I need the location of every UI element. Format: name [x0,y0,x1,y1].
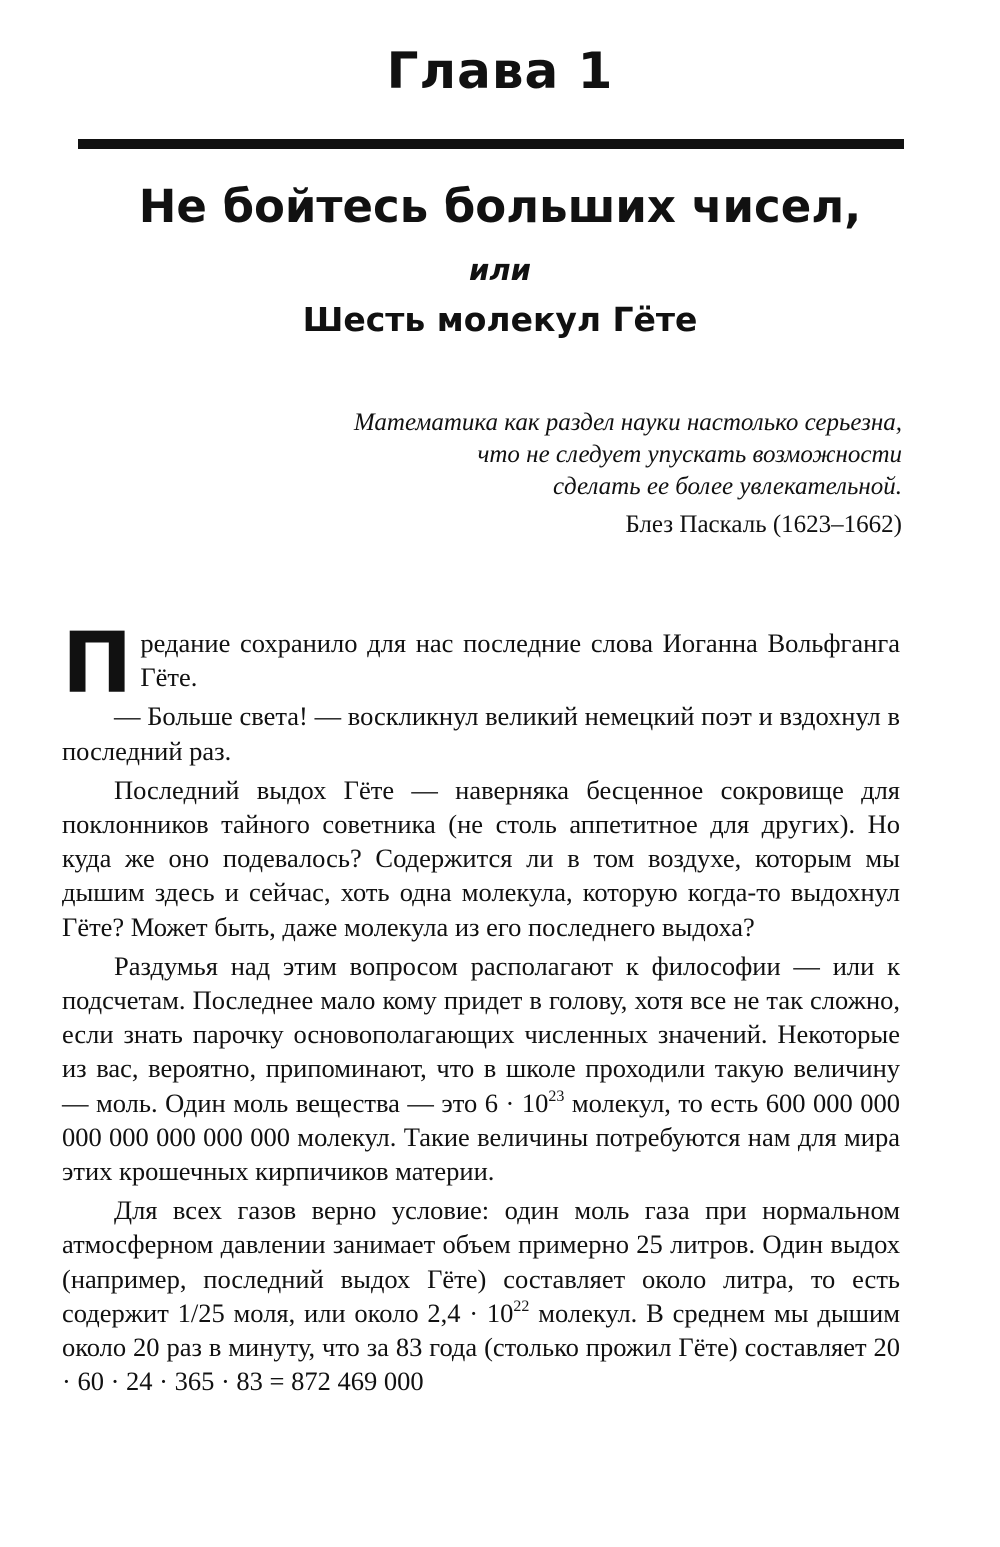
chapter-title: Не бойтесь больших чисел, [138,180,862,233]
paragraph: Последний выдох Гёте — наверняка бесценное сокровище для поклонников тайного советника (не столь аппетитное для других). Но куда же оно подевалось? Содержится ли в том воздухе, которым мы дышим здесь и сейчас, хоть одна молекула, которую когда-то выдохнул Гёте? Может быть, даже молекула из его последнего выдоха? [62,774,900,942]
epigraph-line: Математика как раздел науки настолько серьезна, [353,409,902,436]
paragraph: — Больше света! — воскликнул великий немецкий поэт и вздохнул в последний раз. [62,701,900,766]
chapter-title-or: или [469,253,531,287]
epigraph-line: сделать ее более увлекательной. [552,473,902,500]
paragraph-text: редание сохранило для нас последние слова Иоганна Вольфганга Гёте. [140,628,900,693]
exponent: 22 [513,1297,530,1315]
paragraph-text: Для всех газов верно условие: один моль газа при нормальном атмосферном давлении занимает объем примерно 25 литров. Один выдох (например, последний выдох Гёте) составляет около литра, то есть содержит 1/25 моля, или около 2,4 · 10 [62,1195,900,1328]
chapter-subtitle: Шесть молекул Гёте [302,300,698,339]
paragraph [62,614,900,712]
paragraph-text: молекул, то есть 600 000 000 000 000 000 000 000 молекул. Такие величины потребуются нам для мира этих крошечных кирпичиков материи. [62,1087,900,1187]
paragraph [62,949,900,1188]
chapter-divider [78,139,904,149]
epigraph-author: Блез Паскаль (1623–1662) [625,511,902,538]
chapter-label: Глава 1 [386,42,614,100]
drop-cap: П [62,614,133,712]
paragraph-text: молекул. В среднем мы дышим около 20 раз в минуту, что за 83 года (столько прожил Гёте) составляет 20 · 60 · 24 · 365 · 83 = 872 469 000 [62,1297,900,1397]
epigraph [262,407,902,541]
exponent: 23 [548,1087,565,1105]
paragraph-text: Раздумья над этим вопросом располагают к философии — или к подсчетам. Последнее мало кому придет в голову, хотя все не так сложно, если знать парочку основополагающих численных значений. Некоторые из вас, вероятно, припоминают, что в школе проходили такую величину — моль. Один моль вещества — это 6 · 10 [62,950,900,1118]
epigraph-line: что не следует упускать возможности [477,441,902,468]
body-text [62,614,900,1403]
paragraph [62,1193,900,1398]
